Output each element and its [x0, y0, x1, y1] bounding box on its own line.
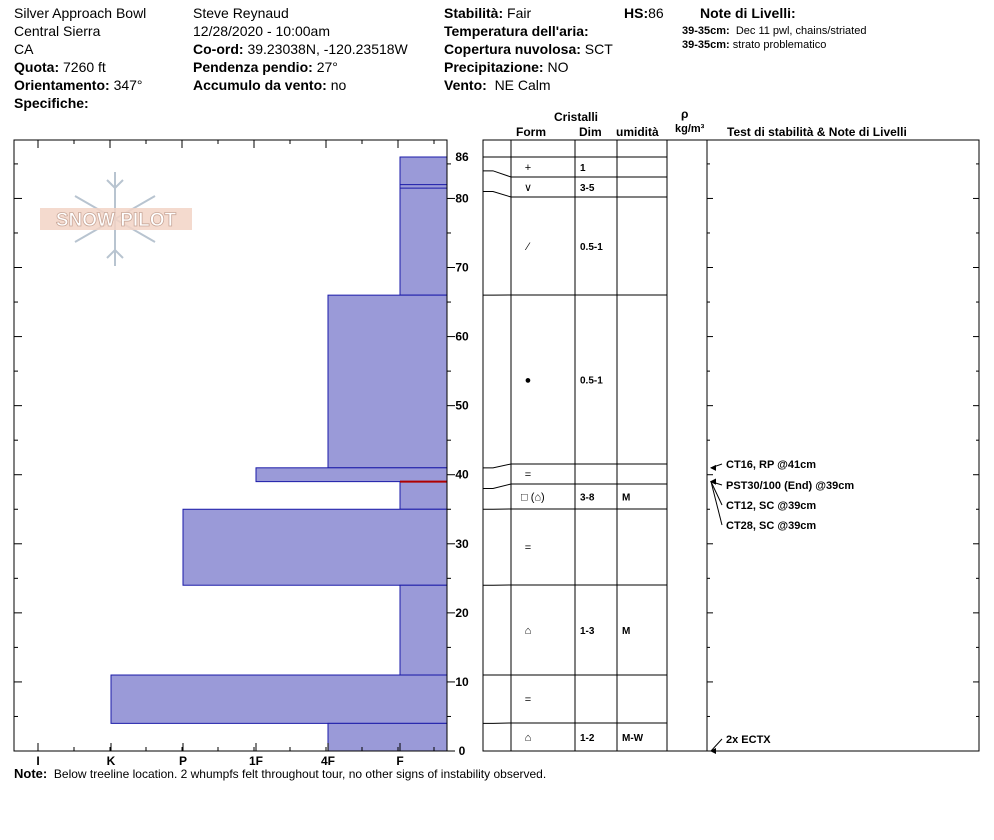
wind-loading-label: Accumulo da vento:: [193, 77, 327, 93]
snowpilot-logo: [40, 172, 192, 266]
cloud-value: SCT: [584, 41, 613, 57]
layer-connector-2: [483, 171, 511, 177]
depth-label-86: 86: [455, 150, 469, 164]
layer-form-6: □ (⌂): [521, 491, 545, 504]
depth-label-60: 60: [455, 329, 469, 344]
layers-frame: [483, 140, 979, 751]
layer-form-8: ⌂: [524, 625, 532, 637]
hardness-label-4F: 4F: [320, 754, 336, 768]
layer-dim-3: 0.5-1: [580, 242, 603, 253]
observer-name: Steve Reynaud: [193, 5, 289, 21]
test-arrow-4: [710, 479, 716, 485]
test-label-1: CT16, RP @41cm: [726, 459, 817, 471]
layer-form-3: ⁄: [527, 241, 529, 253]
wind-value: NE Calm: [494, 77, 551, 93]
tests-header: Test di stabilità & Note di Livelli: [727, 125, 907, 139]
layer-dim-2: 3-5: [580, 183, 595, 194]
elevation-label: Quota:: [14, 59, 60, 75]
note-text: Below treeline location. 2 whumpfs felt throughout tour, no other signs of instability observed.: [53, 767, 547, 781]
hardness-label-P: P: [178, 754, 188, 768]
moisture-header: umidità: [616, 125, 659, 139]
hardness-bar-2: [328, 295, 447, 468]
hardness-label-K: K: [106, 754, 116, 768]
layer-note-1: 39-35cm: Dec 11 pwl, chains/striated: [682, 25, 867, 37]
layer-moisture-6: M: [622, 492, 631, 504]
layer-connector-3: [483, 192, 511, 197]
precip-label: Precipitazione:: [444, 59, 544, 75]
aspect-value: 347°: [113, 77, 143, 93]
rho-header: ρ: [681, 107, 689, 121]
hardness-bar-7: [111, 675, 447, 723]
location-name: Silver Approach Bowl: [14, 5, 147, 21]
layer-notes-title: Note di Livelli:: [700, 5, 796, 21]
test-label-3: CT12, SC @39cm: [726, 500, 817, 512]
layer-form-5: =: [524, 469, 532, 481]
layer-dim-4: 0.5-1: [580, 375, 603, 387]
layer-form-2: ∨: [523, 182, 533, 194]
hardness-bar-1: [400, 157, 447, 295]
crystals-header: Cristalli: [554, 110, 599, 124]
stability-label: Stabilità:: [444, 5, 504, 21]
cloud-label: Copertura nuvolosa:: [444, 41, 581, 57]
density-unit-header: kg/m³: [675, 123, 705, 135]
depth-label-20: 20: [455, 605, 469, 620]
test-arrow-1: [710, 465, 716, 471]
dim-header: Dim: [579, 125, 602, 139]
precip-value: NO: [547, 59, 569, 75]
hardness-bar-6: [400, 585, 447, 675]
layer-form-4: ●: [524, 374, 532, 387]
hardness-bar-4: [400, 482, 447, 510]
layer-form-7: =: [524, 542, 532, 554]
layer-moisture-8: M: [622, 626, 631, 637]
observation-datetime: 12/28/2020 - 10:00am: [193, 23, 330, 39]
depth-label-70: 70: [455, 260, 469, 275]
layer-dim-8: 1-3: [580, 626, 595, 637]
coords-label: Co-ord:: [193, 41, 244, 57]
hardness-label-1F: 1F: [248, 754, 264, 768]
layer-connector-6: [483, 484, 511, 489]
range-name: Central Sierra: [14, 23, 101, 39]
wind-label: Vento:: [444, 77, 487, 93]
coords-value: 39.23038N, -120.23518W: [247, 41, 408, 57]
note-label: Note:: [14, 766, 48, 781]
slope-value: 27°: [316, 59, 338, 75]
hardness-bar-8: [328, 723, 447, 751]
stability-value: Fair: [507, 5, 532, 21]
depth-label-30: 30: [455, 536, 469, 551]
depth-label-80: 80: [455, 191, 469, 206]
layer-connector-5: [483, 464, 511, 468]
logo-text: SNOW PILOT: [55, 210, 177, 231]
test-label-4: CT28, SC @39cm: [726, 520, 817, 532]
test-label-5: 2x ECTX: [726, 734, 771, 746]
form-header: Form: [516, 125, 546, 139]
layer-form-9: =: [524, 694, 532, 706]
layer-form-1: +: [524, 162, 532, 174]
depth-label-40: 40: [455, 467, 469, 482]
test-leader-5: [711, 739, 722, 751]
hs-label: HS:: [624, 5, 649, 21]
test-label-2: PST30/100 (End) @39cm: [726, 480, 855, 492]
note-row: [14, 767, 546, 781]
depth-label-50: 50: [455, 398, 469, 413]
slope-label: Pendenza pendio:: [193, 59, 313, 75]
hs-value: 86: [648, 5, 664, 21]
hardness-bar-3: [256, 468, 447, 482]
specifics-label: Specifiche:: [14, 95, 89, 111]
hardness-bar-5: [183, 509, 447, 585]
test-leader-4: [711, 482, 722, 525]
layer-dim-1: 1: [580, 163, 586, 174]
elevation-value: 7260 ft: [63, 59, 106, 75]
layer-note-2: 39-35cm: strato problematico: [682, 39, 827, 51]
layer-moisture-10: M-W: [622, 733, 644, 744]
hardness-label-F: F: [396, 754, 404, 768]
depth-label-0: 0: [458, 744, 466, 758]
layer-form-10: ⌂: [524, 732, 532, 744]
air-temp-label: Temperatura dell'aria:: [444, 23, 589, 39]
hardness-label-I: I: [36, 754, 40, 768]
layer-dim-6: 3-8: [580, 492, 595, 504]
aspect-label: Orientamento:: [14, 77, 110, 93]
state-name: CA: [14, 41, 34, 57]
layer-dim-10: 1-2: [580, 733, 595, 744]
depth-label-10: 10: [455, 674, 469, 689]
wind-loading-value: no: [330, 77, 347, 93]
